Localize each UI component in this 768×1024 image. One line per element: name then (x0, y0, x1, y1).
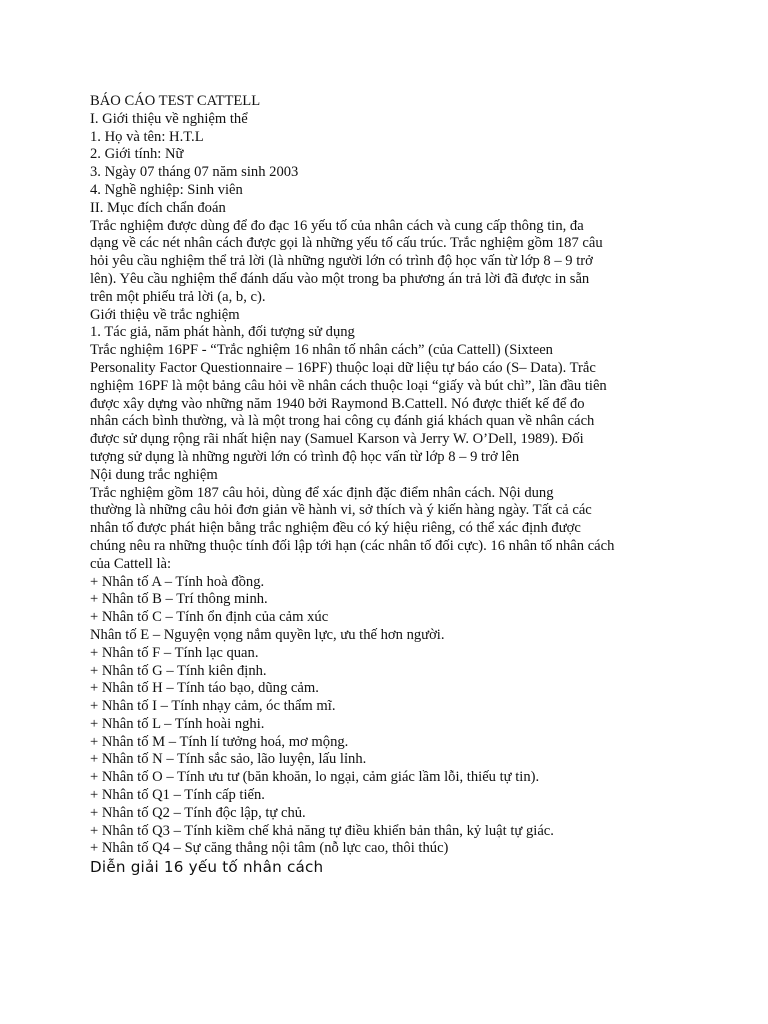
factor-item: + Nhân tố L – Tính hoài nghi. (90, 715, 265, 732)
factor-item: + Nhân tố Q3 – Tính kiềm chế khả năng tự điều khiển bản thân, kỷ luật tự giác. (90, 822, 554, 839)
paragraph-line: tượng sử dụng là những người lớn có trình độ học vấn từ lớp 8 – 9 trở lên (90, 448, 520, 465)
factor-item: + Nhân tố M – Tính lí tưởng hoá, mơ mộng. (90, 733, 349, 750)
paragraph-line: Trắc nghiệm 16PF - “Trắc nghiệm 16 nhân tố nhân cách” (của Cattell) (Sixteen (90, 342, 553, 359)
factor-item: + Nhân tố Q2 – Tính độc lập, tự chủ. (90, 804, 306, 821)
factor-item: + Nhân tố Q1 – Tính cấp tiến. (90, 787, 265, 804)
factor-item: + Nhân tố F – Tính lạc quan. (90, 644, 259, 661)
section-heading-purpose: II. Mục đích chẩn đoán (90, 199, 226, 216)
paragraph-line: lên). Yêu cầu nghiệm thể đánh dấu vào một trong ba phương án trả lời đã được in sẵn (90, 270, 590, 287)
subject-gender: 2. Giới tính: Nữ (90, 146, 184, 163)
section-heading-subject: I. Giới thiệu về nghiệm thể (90, 110, 248, 127)
section-heading-interpretation: Diễn giải 16 yếu tố nhân cách (90, 858, 324, 877)
factor-item: + Nhân tố Q4 – Sự căng thẳng nội tâm (nỗ lực cao, thôi thúc) (90, 840, 449, 857)
factor-item: + Nhân tố G – Tính kiên định. (90, 662, 267, 679)
paragraph-line: Trắc nghiệm được dùng để đo đạc 16 yếu tố của nhân cách và cung cấp thông tin, đa (90, 217, 584, 234)
subject-birthdate: 3. Ngày 07 tháng 07 năm sinh 2003 (90, 164, 299, 181)
factor-item: + Nhân tố N – Tính sắc sảo, lão luyện, lấu lỉnh. (90, 751, 367, 768)
subject-occupation: 4. Nghề nghiệp: Sinh viên (90, 181, 243, 198)
paragraph-line: trên một phiếu trả lời (a, b, c). (90, 288, 266, 305)
factor-item: + Nhân tố A – Tính hoà đồng. (90, 573, 265, 590)
paragraph-line: nghiệm 16PF là một bảng câu hỏi về nhân cách thuộc loại “giấy và bút chì”, lần đầu tiên (90, 377, 607, 394)
factor-item: + Nhân tố I – Tính nhạy cảm, óc thẩm mĩ. (90, 698, 336, 715)
factor-item: + Nhân tố H – Tính táo bạo, dũng cảm. (90, 680, 319, 697)
paragraph-line: hỏi yêu cầu nghiệm thể trả lời (là những người lớn có trình độ học vấn từ lớp 8 – 9 trở (90, 253, 593, 270)
paragraph-line: nhân tố được phát hiện bằng trắc nghiệm đều có ký hiệu riêng, có thể xác định được (90, 520, 581, 537)
subheading-author: 1. Tác giả, năm phát hành, đối tượng sử dụng (90, 324, 355, 341)
subject-name: 1. Họ và tên: H.T.L (90, 128, 204, 145)
paragraph-line: chúng nêu ra những thuộc tính đối lập tới hạn (các nhân tố đối cực). 16 nhân tố nhân cách (90, 537, 615, 554)
paragraph-line: Personality Factor Questionnaire – 16PF) thuộc loại dữ liệu tự báo cáo (S– Data). Trắc (90, 359, 596, 376)
factor-item: Nhân tố E – Nguyện vọng nắm quyền lực, ưu thế hơn người. (90, 626, 445, 643)
paragraph-line: được sử dụng rộng rãi nhất hiện nay (Samuel Karson và Jerry W. O’Dell, 1989). Đối (90, 431, 584, 448)
paragraph-line: được xây dựng vào những năm 1940 bởi Raymond B.Cattell. Nó được thiết kế để đo (90, 395, 585, 412)
paragraph-line: của Cattell là: (90, 555, 172, 572)
document-page (90, 93, 650, 877)
paragraph-line: thường là những câu hỏi đơn giản về hành vi, sở thích và ý kiến hàng ngày. Tất cả các (90, 502, 592, 519)
section-heading-content: Nội dung trắc nghiệm (90, 466, 218, 483)
factor-list (90, 574, 650, 859)
section-heading-intro: Giới thiệu về trắc nghiệm (90, 306, 240, 323)
factor-item: + Nhân tố C – Tính ổn định của cảm xúc (90, 609, 329, 626)
paragraph-line: dạng về các nét nhân cách được gọi là những yếu tố cấu trúc. Trắc nghiệm gồm 187 câu (90, 235, 603, 252)
paragraph-line: Trắc nghiệm gồm 187 câu hỏi, dùng để xác định đặc điểm nhân cách. Nội dung (90, 484, 554, 501)
factor-item: + Nhân tố B – Trí thông minh. (90, 591, 268, 608)
purpose-paragraph (90, 218, 650, 307)
content-paragraph (90, 485, 650, 574)
paragraph-line: nhân cách bình thường, và là một trong hai công cụ đánh giá khách quan về nhân cách (90, 413, 595, 430)
factor-item: + Nhân tố O – Tính ưu tư (băn khoăn, lo ngại, cảm giác lầm lỗi, thiếu tự tin). (90, 769, 540, 786)
document-title: BÁO CÁO TEST CATTELL (90, 93, 261, 109)
author-paragraph (90, 342, 650, 467)
